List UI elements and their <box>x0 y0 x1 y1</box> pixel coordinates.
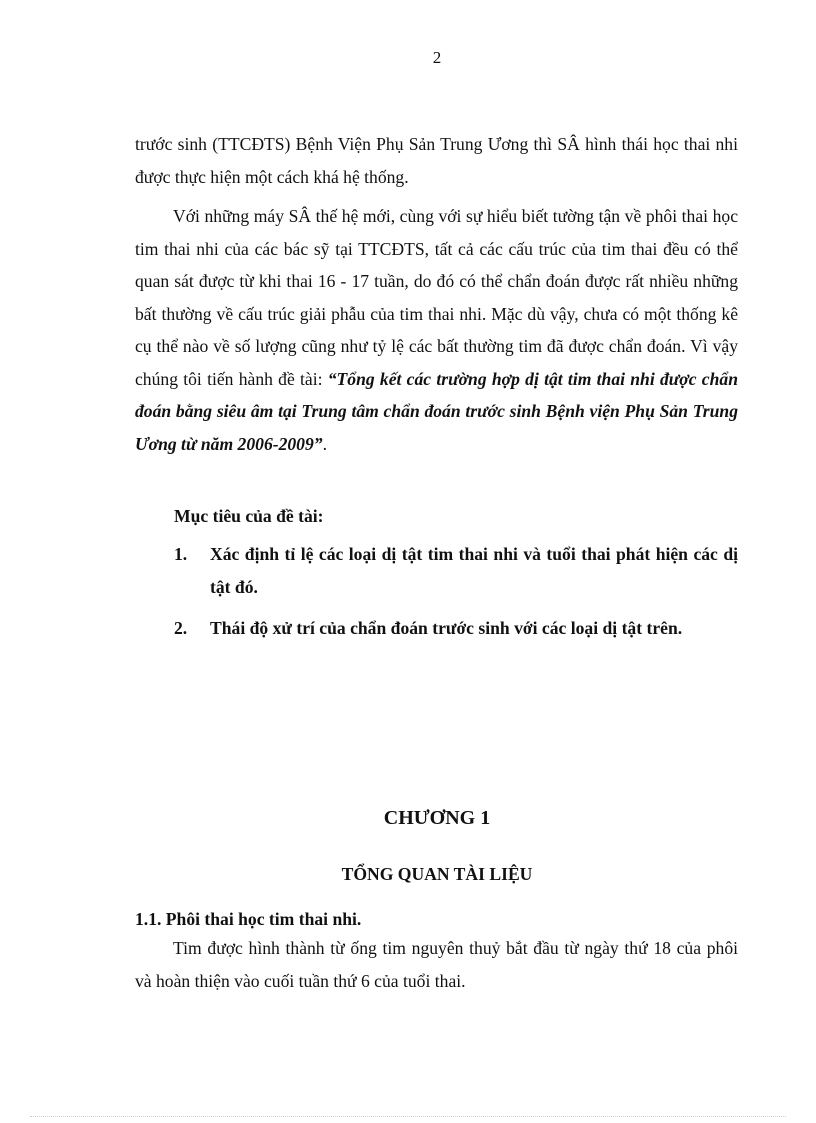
section-paragraph: Tim được hình thành từ ống tim nguyên thuỷ bắt đầu từ ngày thứ 18 của phôi và hoàn thiện vào cuối tuần thứ 6 của tuổi thai. <box>135 938 738 991</box>
objective-text: Xác định tỉ lệ các loại dị tật tim thai nhi và tuổi thai phát hiện các dị tật đó. <box>210 544 738 597</box>
objective-item-1 <box>174 538 738 603</box>
objective-number: 1. <box>174 544 188 564</box>
objective-item-2 <box>174 612 738 645</box>
chapter-subtitle: TỔNG QUAN TÀI LIỆU <box>341 864 533 884</box>
objective-text: Thái độ xử trí của chẩn đoán trước sinh với các loại dị tật trên. <box>210 618 683 638</box>
page-footer-rule <box>30 1116 786 1117</box>
objectives-heading: Mục tiêu của đề tài: <box>174 506 324 526</box>
rationale-paragraph <box>135 200 738 460</box>
intro-paragraph: trước sinh (TTCĐTS) Bệnh Viện Phụ Sản Trung Ương thì SÂ hình thái học thai nhi được thực hiện một cách khá hệ thống. <box>135 134 738 187</box>
study-title: “Tổng kết các trường hợp dị tật tim thai nhi được chẩn đoán bằng siêu âm tại Trung tâm chẩn đoán trước sinh Bệnh viện Phụ Sản Trung Ương từ năm 2006-2009” <box>135 368 738 454</box>
section-heading: 1.1. Phôi thai học tim thai nhi. <box>135 909 362 929</box>
chapter-title: CHƯƠNG 1 <box>383 807 491 829</box>
rationale-end: . <box>322 433 327 454</box>
rationale-text: Với những máy SÂ thế hệ mới, cùng với sự hiểu biết tường tận về phôi thai học tim thai nhi của các bác sỹ tại TTCĐTS, tất cả các cấu trúc của tim thai đều có thể quan sát được từ khi thai 16 - 17 tuần, do đó có thể chẩn đoán được rất nhiều những bất thường về cấu trúc giải phẫu của tim thai nhi. Mặc dù vậy, chưa có một thống kê cụ thể nào về số lượng cũng như tỷ lệ các bất thường tim đã được chẩn đoán. Vì vậy chúng tôi tiến hành đề tài: <box>135 206 738 389</box>
objective-number: 2. <box>174 618 188 638</box>
page-number: 2 <box>432 48 442 67</box>
